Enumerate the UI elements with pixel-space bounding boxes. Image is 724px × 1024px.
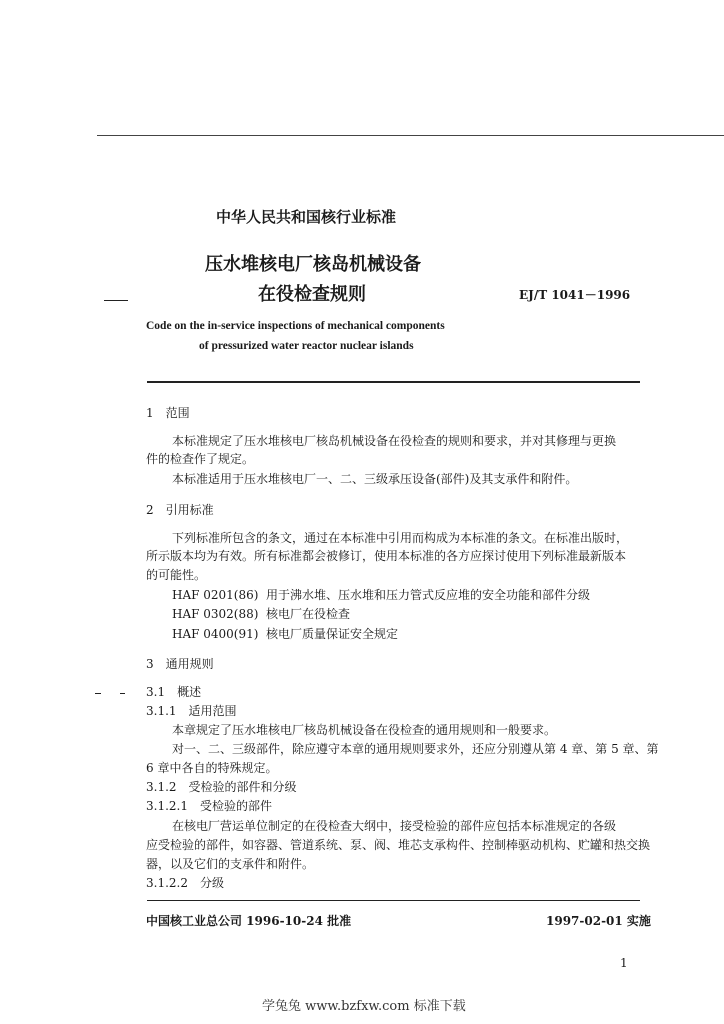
- watermark-text[interactable]: 学兔兔 www.bzfxw.com 标准下载: [262, 999, 466, 1014]
- reference-code: HAF 0302(88): [172, 607, 259, 621]
- org-title: 中华人民共和国核行业标准: [216, 208, 397, 226]
- reference-code: HAF 0400(91): [172, 627, 259, 641]
- margin-dash: [95, 693, 101, 694]
- section-3-paragraph: 对一、二、三级部件，除应遵守本章的通用规则要求外，还应分别遵从第 4 章、第 5 章、第: [172, 742, 659, 756]
- subsection-heading: 3.1.2.1 受检验的部件: [146, 799, 272, 813]
- section-3-paragraph: 应受检验的部件，如容器、管道系统、泵、阀、堆芯支承构件、控制棒驱动机构、贮罐和热交换: [146, 838, 651, 852]
- margin-dash: [120, 693, 125, 694]
- section-3-paragraph: 器，以及它们的支承件和附件。: [146, 857, 315, 871]
- section-3-heading: 3 通用规则: [146, 657, 214, 671]
- reference-title: 用于沸水堆、压水堆和压力管式反应堆的安全功能和部件分级: [266, 588, 591, 602]
- english-title-line2: of pressurized water reactor nuclear islands: [199, 340, 414, 352]
- section-2-paragraph: 的可能性。: [146, 568, 207, 582]
- approval-line: 中国核工业总公司 1996-10-24 批准: [146, 914, 352, 928]
- header-divider: [147, 381, 640, 383]
- reference-code: HAF 0201(86): [172, 588, 259, 602]
- section-1-paragraph: 本标准适用于压水堆核电厂一、二、三级承压设备(部件)及其支承件和附件。: [172, 472, 578, 486]
- section-2-paragraph: 所示版本均为有效。所有标准都会被修订，使用本标准的各方应探讨使用下列标准最新版本: [146, 549, 627, 563]
- section-1-heading: 1 范围: [146, 406, 190, 420]
- subsection-heading: 3.1.2 受检验的部件和分级: [146, 780, 297, 794]
- section-1-paragraph: 本标准规定了压水堆核电厂核岛机械设备在役检查的规则和要求，并对其修理与更换: [172, 434, 617, 448]
- top-rule: [97, 135, 724, 136]
- english-title-line1: Code on the in-service inspections of mechanical components: [146, 320, 445, 332]
- subsection-heading: 3.1 概述: [146, 685, 202, 699]
- section-3-paragraph: 在核电厂营运单位制定的在役检查大纲中，接受检验的部件应包括本标准规定的各级: [172, 819, 617, 833]
- effective-date: 1997-02-01 实施: [546, 914, 651, 928]
- footer-divider: [147, 900, 640, 901]
- subsection-heading: 3.1.2.2 分级: [146, 876, 224, 890]
- reference-title: 核电厂质量保证安全规定: [266, 627, 399, 641]
- section-2-heading: 2 引用标准: [146, 503, 214, 517]
- page-number: 1: [620, 956, 628, 970]
- section-3-paragraph: 本章规定了压水堆核电厂核岛机械设备在役检查的通用规则和一般要求。: [172, 723, 557, 737]
- margin-mark: [104, 300, 128, 301]
- document-title-line2: 在役检查规则: [258, 284, 366, 305]
- document-title-line1: 压水堆核电厂核岛机械设备: [205, 254, 421, 275]
- section-2-paragraph: 下列标准所包含的条文，通过在本标准中引用而构成为本标准的条文。在标准出版时，: [172, 531, 629, 545]
- section-1-paragraph: 件的检查作了规定。: [146, 452, 255, 466]
- section-3-paragraph: 6 章中各自的特殊规定。: [146, 761, 278, 775]
- reference-title: 核电厂在役检查: [266, 607, 351, 621]
- subsection-heading: 3.1.1 适用范围: [146, 704, 237, 718]
- standard-number: EJ/T 1041－1996: [519, 288, 631, 302]
